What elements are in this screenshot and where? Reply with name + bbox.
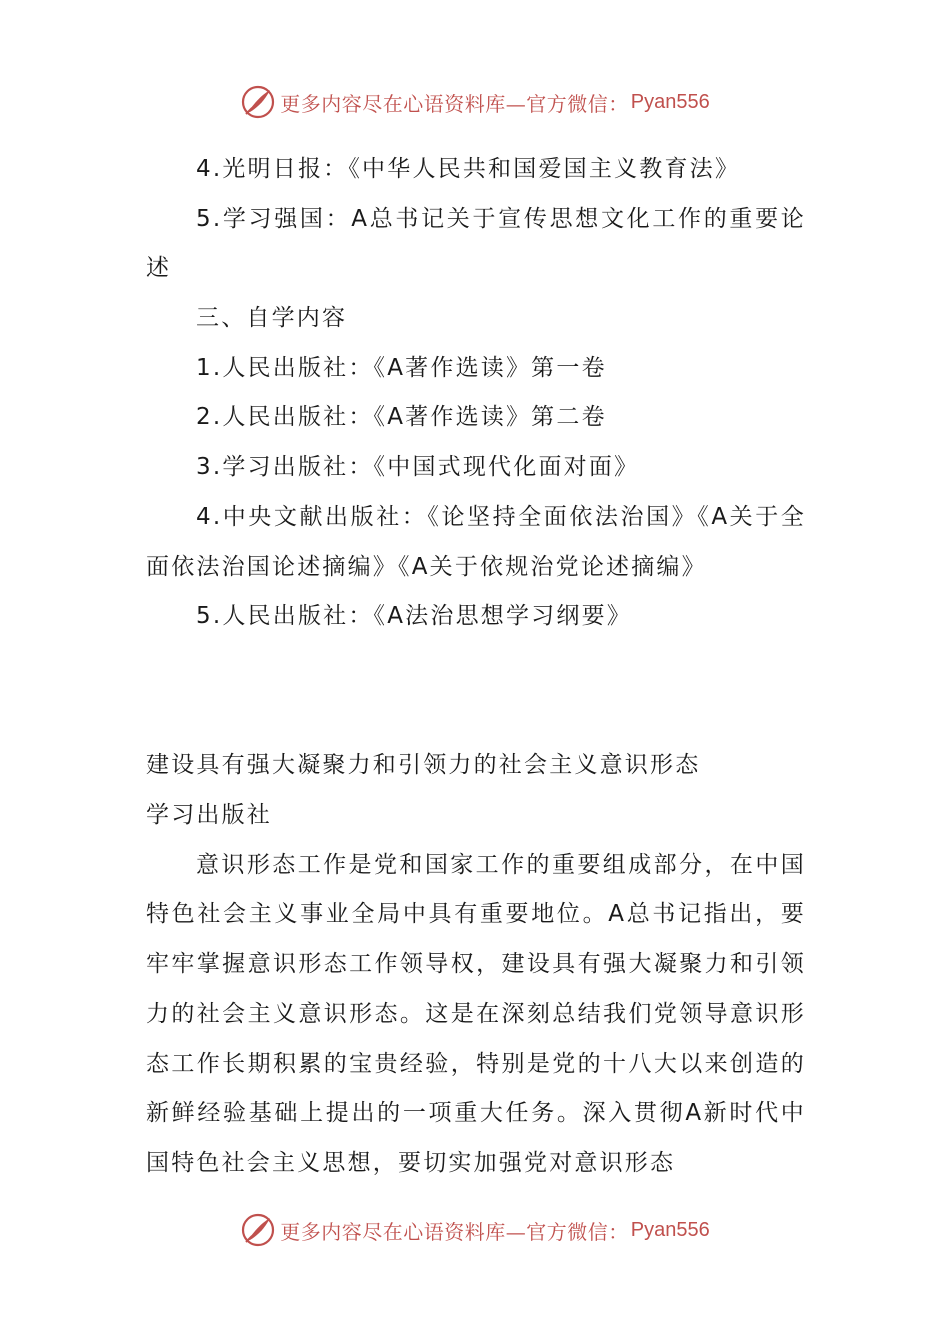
article-title: 建设具有强大凝聚力和引领力的社会主义意识形态 xyxy=(146,752,701,779)
quill-logo-icon xyxy=(240,84,276,120)
watermark-header xyxy=(0,80,950,124)
article-publisher: 学习出版社 xyxy=(146,802,272,829)
watermark-text: 更多内容尽在心语资料库—官方微信： xyxy=(280,91,629,116)
spacer xyxy=(146,642,806,741)
list-item: 1.人民出版社：《A著作选读》第一卷 xyxy=(196,354,607,381)
section-heading: 三、自学内容 xyxy=(196,305,348,332)
list-item: 3.学习出版社：《中国式现代化面对面》 xyxy=(196,454,640,481)
watermark-text: 更多内容尽在心语资料库—官方微信： xyxy=(280,1219,629,1244)
document-body xyxy=(146,145,806,1189)
list-item: 4.中央文献出版社：《论坚持全面依法治国》《A关于全面依法治国论述摘编》《A关于依规治党论述摘编》 xyxy=(146,503,806,580)
article-paragraph: 意识形态工作是党和国家工作的重要组成部分，在中国特色社会主义事业全局中具有重要地位。A总书记指出，要牢牢掌握意识形态工作领导权，建设具有强大凝聚力和引领力的社会主义意识形态。这是在深刻总结我们党领导意识形态工作长期积累的宝贵经验，特别是党的十八大以来创造的新鲜经验基础上提出的一项重大任务。深入贯彻A新时代中国特色社会主义思想，要切实加强党对意识形态 xyxy=(146,851,806,1176)
list-item: 4.光明日报：《中华人民共和国爱国主义教育法》 xyxy=(196,156,741,182)
watermark-wechat-id: Pyan556 xyxy=(630,90,710,113)
list-item: 5.人民出版社：《A法治思想学习纲要》 xyxy=(196,603,632,630)
watermark-wechat-id: Pyan556 xyxy=(630,1218,710,1241)
watermark-footer xyxy=(0,1208,950,1252)
list-item: 5.学习强国：A总书记关于宣传思想文化工作的重要论述 xyxy=(146,205,806,282)
list-item: 2.人民出版社：《A著作选读》第二卷 xyxy=(196,404,607,431)
quill-logo-icon xyxy=(240,1212,276,1248)
